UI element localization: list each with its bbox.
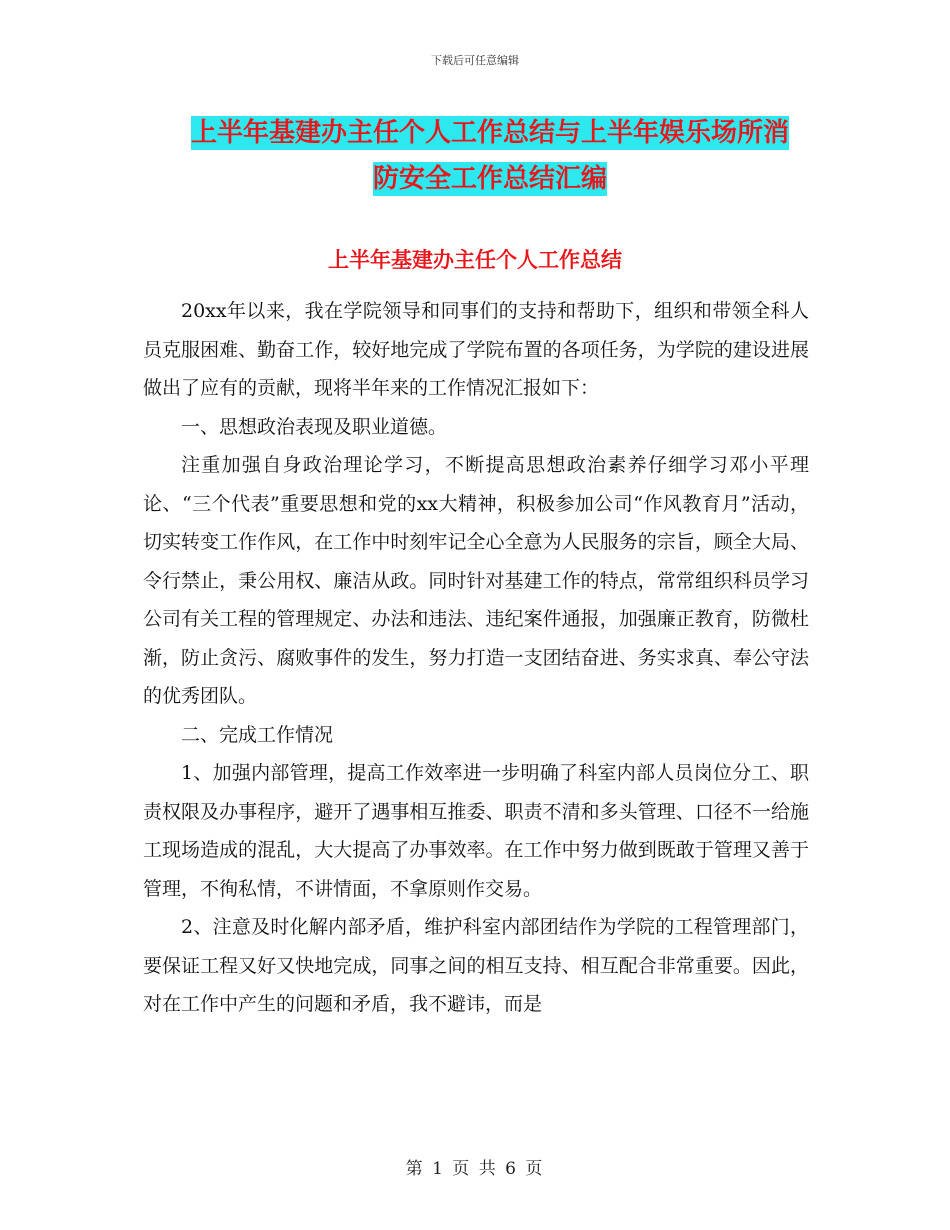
paragraph-political-study: 注重加强自身政治理论学习，不断提高思想政治素养仔细学习邓小平理论、“三个代表”重要思想和党的xx大精神，积极参加公司“作风教育月”活动，切实转变工作作风，在工作中时刻牢记全心全意为人民服务的宗旨，顾全大局、令行禁止，秉公用权、廉洁从政。同时针对基建工作的特点，常常组织科员学习公司有关工程的管理规定、办法和违法、违纪案件通报，加强廉正教育，防微杜渐，防止贪污、腐败事件的发生，努力打造一支团结奋进、务实求真、奉公守法的优秀团队。 [143, 454, 809, 707]
paragraph-resolve-conflicts: 2、注意及时化解内部矛盾，维护科室内部团结作为学院的工程管理部门，要保证工程又好又快地完成，同事之间的相互支持、相互配合非常重要。因此，对在工作中产生的问题和矛盾，我不避讳，而是 [143, 916, 809, 1015]
heading-political-performance: 一、思想政治表现及职业道德。 [181, 415, 448, 438]
header-note: 下载后可任意编辑 [431, 54, 519, 67]
document-title-line1: 上半年基建办主任个人工作总结与上半年娱乐场所消 [190, 118, 789, 148]
document-body [143, 292, 809, 1024]
document-title [140, 110, 840, 202]
heading-work-completion: 二、完成工作情况 [181, 723, 334, 746]
paragraph-internal-management: 1、加强内部管理，提高工作效率进一步明确了科室内部人员岗位分工、职责权限及办事程序，避开了遇事相互推委、职责不清和多头管理、口径不一给施工现场造成的混乱，大大提高了办事效率。在工作中努力做到既敢于管理又善于管理，不徇私情，不讲情面，不拿原则作交易。 [143, 762, 809, 900]
paragraph-intro: 20xx年以来，我在学院领导和同事们的支持和帮助下，组织和带领全科人员克服困难、勤奋工作，较好地完成了学院布置的各项任务，为学院的建设进展做出了应有的贡献，现将半年来的工作情况汇报如下： [143, 300, 809, 399]
section-title: 上半年基建办主任个人工作总结 [328, 248, 622, 272]
document-title-line2: 防安全工作总结汇编 [372, 164, 607, 194]
page-footer: 第 1 页 共 6 页 [405, 1159, 545, 1179]
